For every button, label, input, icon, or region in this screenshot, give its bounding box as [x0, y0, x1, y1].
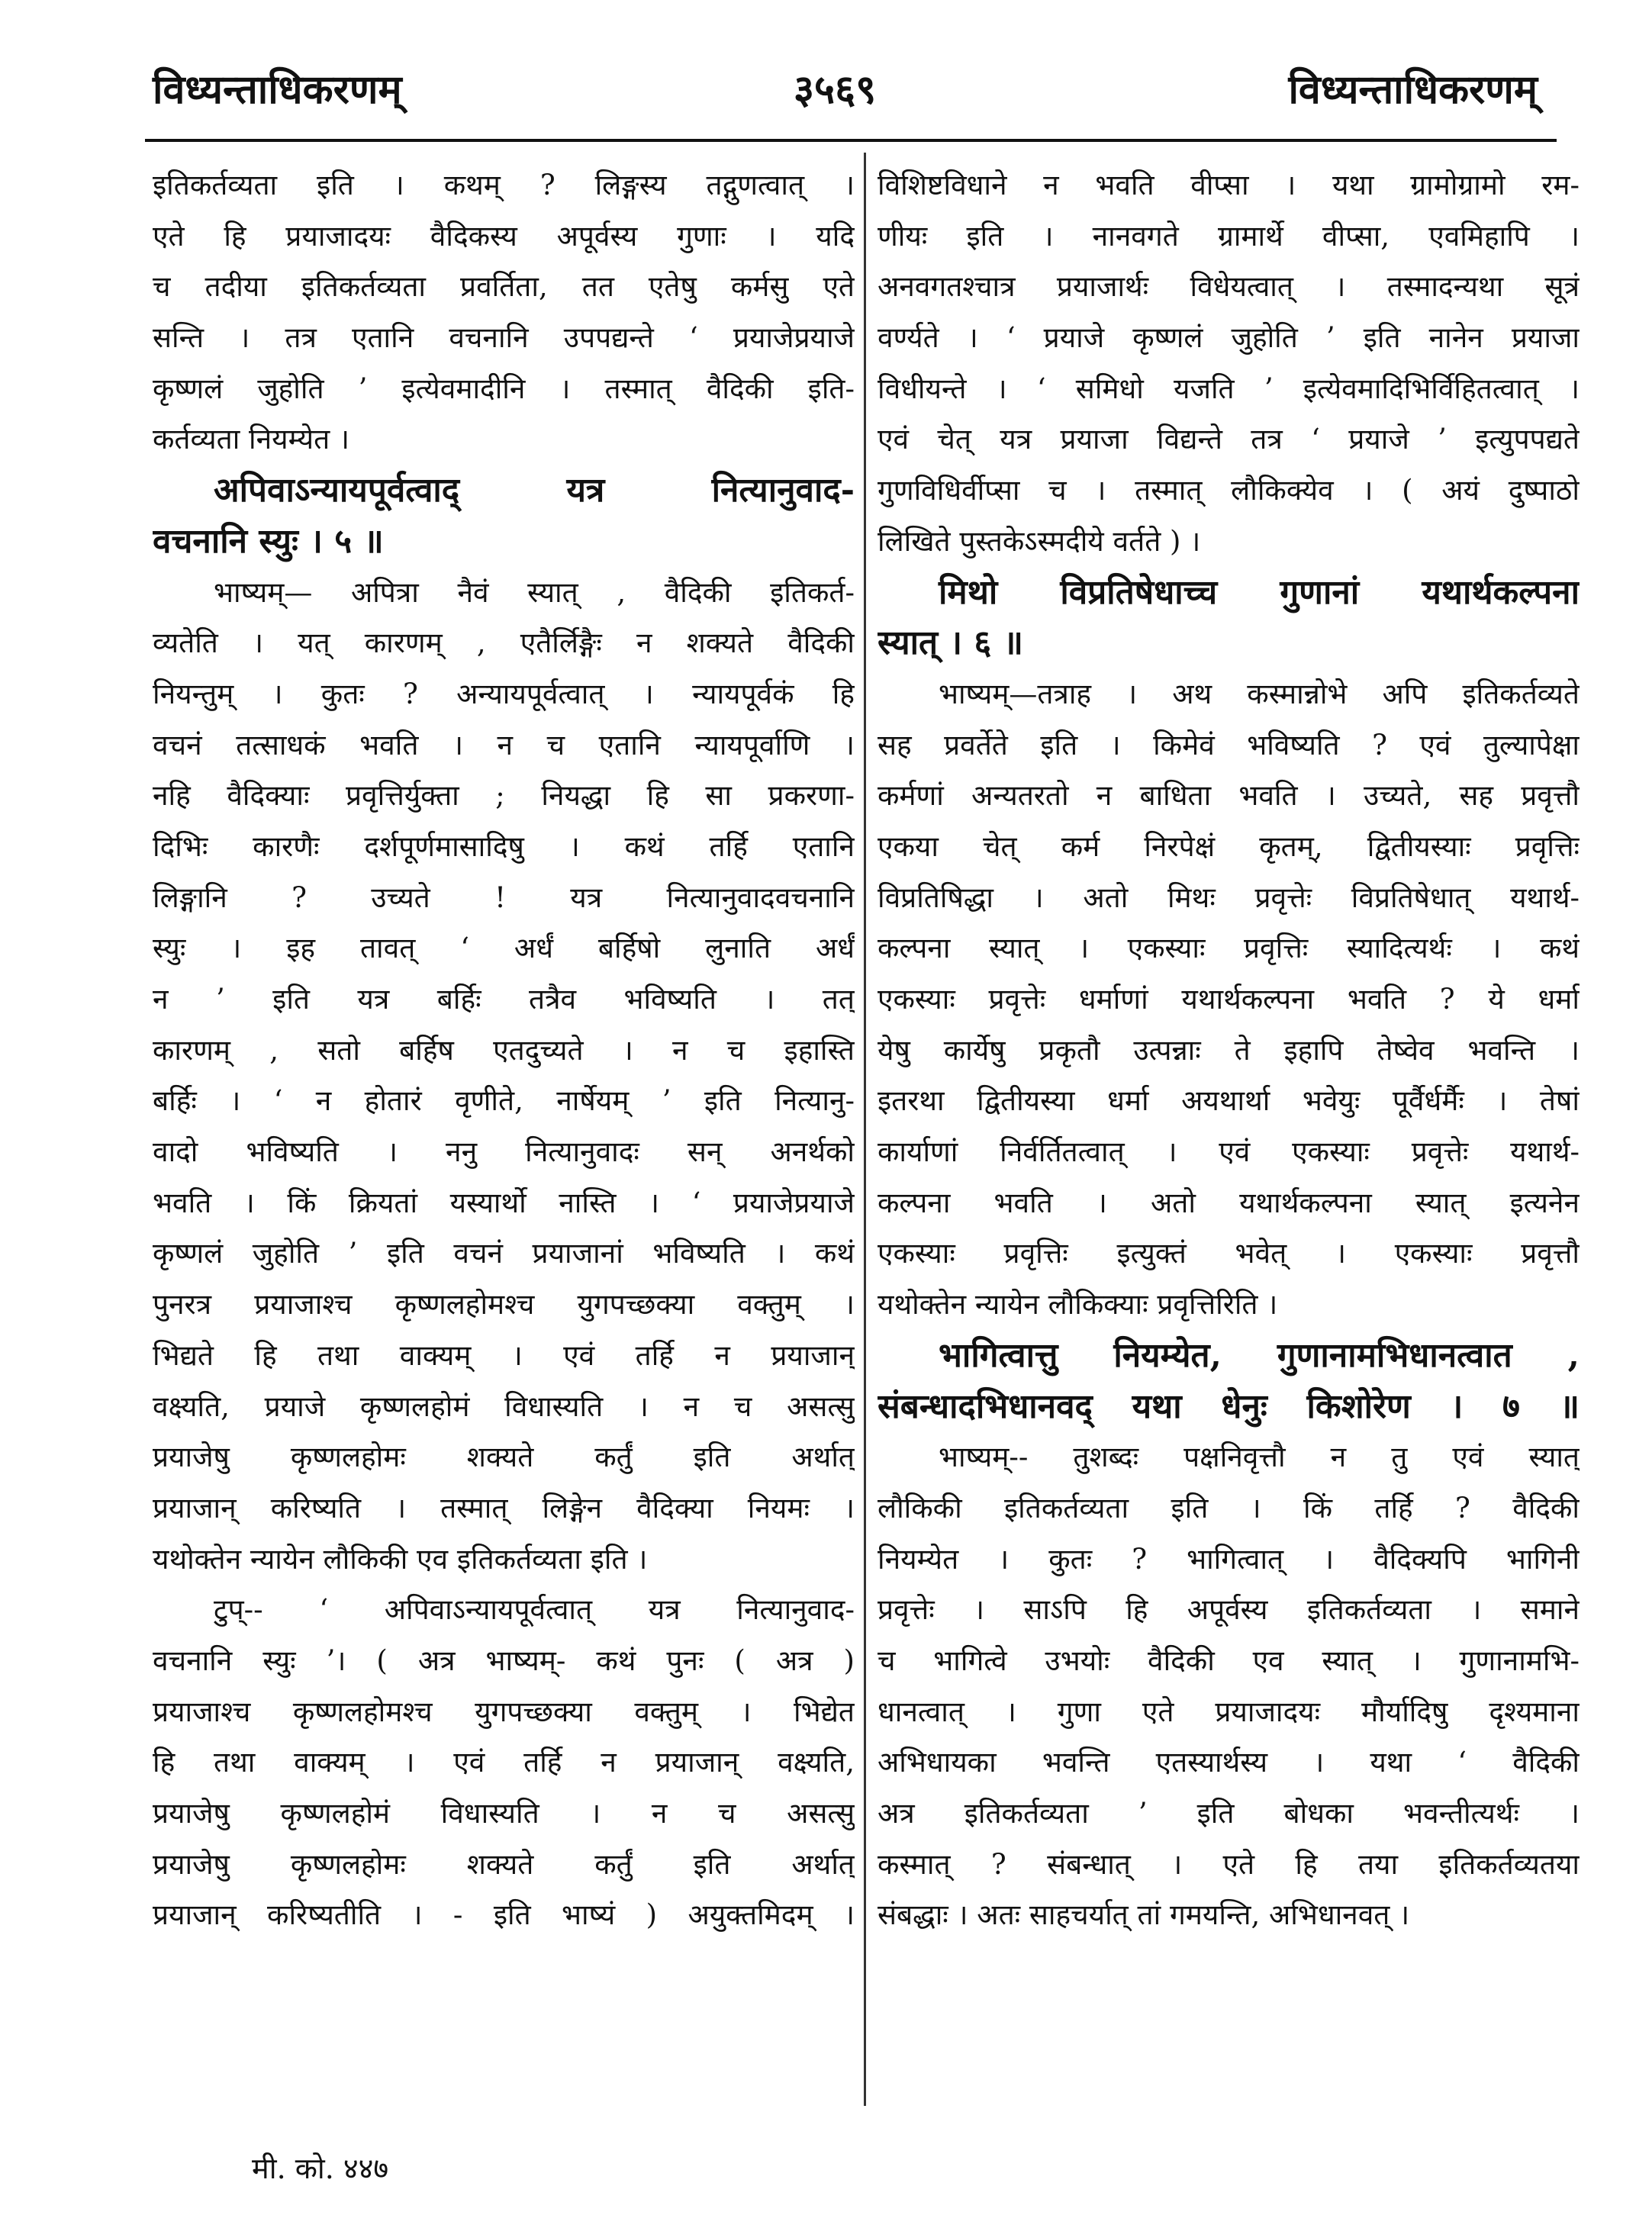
text-line: कस्मात् ? संबन्धात् । एते हि तया इतिकर्तव्यतया: [878, 1847, 1580, 1881]
page-number: ३५६९: [794, 66, 877, 113]
sutra-line: भागित्वात्तु नियम्येत, गुणानामभिधानत्वात ,: [939, 1335, 1580, 1375]
sutra-line: संबन्धादभिधानवद् यथा धेनुः किशोरेण । ७ ॥: [878, 1386, 1580, 1426]
text-line: लौकिकी इतिकर्तव्यता इति । किं तर्हि ? वैदिकी: [878, 1491, 1580, 1524]
text-line: सन्ति । तत्र एतानि वचनानि उपपद्यन्ते ‘ प्रयाजेप्रयाजे: [153, 321, 855, 355]
sutra-line: मिथो विप्रतिषेधाच्च गुणानां यथार्थकल्पना: [939, 572, 1580, 612]
text-line: वचनं तत्साधकं भवति । न च एतानि न्यायपूर्वाणि ।: [153, 728, 855, 761]
text-line: प्रयाजान् करिष्यतीति । - इति भाष्यं ) अयुक्तमिदम् ।: [153, 1898, 855, 1932]
text-line: स्युः । इह तावत् ‘ अर्धं बर्हिषो लुनाति अर्धं: [153, 932, 855, 965]
text-line: वर्ण्यते । ‘ प्रयाजे कृष्णलं जुहोति ’ इति नानेन प्रयाजा: [878, 321, 1580, 355]
text-line: दिभिः कारणैः दर्शपूर्णमासादिषु । कथं तर्हि एतानि: [153, 829, 855, 863]
text-line: प्रयाजेषु कृष्णलहोमः शक्यते कर्तुं इति अर्थात्: [153, 1847, 855, 1881]
running-head-right: विध्यन्ताधिकरणम्: [1288, 66, 1538, 113]
text-line: इतरथा द्वितीयस्या धर्मा अयथार्था भवेयुः पूर्वैर्धर्मैः । तेषां: [878, 1084, 1580, 1118]
text-line: लिखिते पुस्तकेऽस्मदीये वर्तते ) ।: [878, 524, 1201, 558]
sutra-line: वचनानि स्युः । ५ ॥: [153, 521, 384, 561]
text-line: कारणम् , सतो बर्हिष एतदुच्यते । न च इहास्ति: [153, 1033, 855, 1067]
text-line: कृष्णलं जुहोति ’ इति वचनं प्रयाजानां भविष्यति । कथं: [153, 1237, 855, 1270]
text-line: व्यतेति । यत् कारणम् , एतैर्लिङ्गैः न शक्यते वैदिकी: [153, 626, 855, 660]
text-line: कल्पना स्यात् । एकस्याः प्रवृत्तिः स्यादित्यर्थः । कथं: [878, 932, 1580, 965]
text-line: नियम्येत । कुतः ? भागित्वात् । वैदिक्यपि भागिनी: [878, 1542, 1580, 1576]
header-rule: [145, 139, 1557, 142]
text-line: वादो भविष्यति । ननु नित्यानुवादः सन् अनर्थको: [153, 1135, 855, 1169]
text-line: अत्र इतिकर्तव्यता ’ इति बोधका भवन्तीत्यर्थः ।: [878, 1797, 1580, 1830]
text-line: अभिधायका भवन्ति एतस्यार्थस्य । यथा ‘ वैदिकी: [878, 1746, 1580, 1779]
text-line: प्रयाजाश्च कृष्णलहोमश्च युगपच्छक्या वक्तुम् । भिद्येत: [153, 1695, 855, 1728]
text-line: यथोक्तेन न्यायेन लौकिकी एव इतिकर्तव्यता इति ।: [153, 1542, 648, 1576]
text-line: णीयः इति । नानवगते ग्रामार्थे वीप्सा, एवमिहापि ।: [878, 219, 1580, 253]
text-line: वचनानि स्युः ’। ( अत्र भाष्यम्- कथं पुनः ( अत्र ): [153, 1644, 855, 1677]
text-line: इतिकर्तव्यता इति । कथम् ? लिङ्गस्य तद्गुणत्वात् ।: [153, 169, 855, 201]
text-line: संबद्धाः । अतः साहचर्यात् तां गमयन्ति, अभिधानवत् ।: [878, 1898, 1410, 1932]
text-line: प्रयाजेषु कृष्णलहोमः शक्यते कर्तुं इति अर्थात्: [153, 1441, 855, 1474]
text-line: प्रयाजान् करिष्यति । तस्मात् लिङ्गेन वैदिक्या नियमः ।: [153, 1491, 855, 1524]
text-line: पुनरत्र प्रयाजाश्च कृष्णलहोमश्च युगपच्छक्या वक्तुम् ।: [153, 1288, 855, 1322]
bhashya-line: भाष्यम्— अपित्रा नैवं स्यात् , वैदिकी इतिकर्त-: [214, 575, 855, 609]
tuptika-line: टुप्-- ‘ अपिवाऽन्यायपूर्वत्वात् यत्र नित्यानुवाद-: [214, 1593, 855, 1627]
bhashya-line: भाष्यम्—तत्राह । अथ कस्मान्नोभे अपि इतिकर्तव्यते: [939, 677, 1580, 710]
text-line: विप्रतिषिद्धा । अतो मिथः प्रवृत्तेः विप्रतिषेधात् यथार्थ-: [878, 881, 1580, 914]
text-line: विधीयन्ते । ‘ समिधो यजति ’ इत्येवमादिभिर्विहितत्वात् ।: [878, 372, 1580, 405]
text-line: येषु कार्येषु प्रकृतौ उत्पन्नाः ते इहापि तेष्वेव भवन्ति ।: [878, 1033, 1580, 1067]
text-line: यथोक्तेन न्यायेन लौकिक्याः प्रवृत्तिरिति ।: [878, 1288, 1278, 1322]
signature-footer: मी. को. ४४७: [252, 2152, 389, 2185]
text-line: प्रयाजेषु कृष्णलहोमं विधास्यति । न च असत्सु: [153, 1797, 855, 1830]
text-line: नियन्तुम् । कुतः ? अन्यायपूर्वत्वात् । न्यायपूर्वकं हि: [153, 677, 855, 710]
text-line: कर्मणां अन्यतरतो न बाधिता भवति । उच्यते, सह प्रवृत्तौ: [878, 779, 1580, 813]
text-line: एवं चेत् यत्र प्रयाजा विद्यन्ते तत्र ‘ प्रयाजे ’ इत्युपपद्यते: [878, 423, 1580, 456]
text-line: बर्हिः । ‘ न होतारं वृणीते, नार्षेयम् ’ इति नित्यानु-: [153, 1084, 855, 1118]
text-line: सह प्रवर्तेते इति । किमेवं भविष्यति ? एवं तुल्यापेक्षा: [878, 728, 1580, 761]
text-line: कर्तव्यता नियम्येत ।: [153, 423, 349, 456]
text-line: गुणविधिर्वीप्सा च । तस्मात् लौकिक्येव । ( अयं दुष्पाठो: [878, 474, 1580, 507]
bhashya-line: भाष्यम्-- तुशब्दः पक्षनिवृत्तौ न तु एवं स्यात्: [939, 1441, 1580, 1474]
column-divider: [864, 153, 866, 2106]
text-line: एकस्याः प्रवृत्तेः धर्माणां यथार्थकल्पना भवति ? ये धर्मा: [878, 983, 1580, 1016]
text-line: च भागित्वे उभयोः वैदिकी एव स्यात् । गुणानामभि-: [878, 1644, 1580, 1677]
text-line: वक्ष्यति, प्रयाजे कृष्णलहोमं विधास्यति । न च असत्सु: [153, 1389, 855, 1423]
text-line: भिद्यते हि तथा वाक्यम् । एवं तर्हि न प्रयाजान्: [153, 1338, 855, 1372]
text-line: नहि वैदिक्याः प्रवृत्तिर्युक्ता ; नियद्धा हि सा प्रकरणा-: [153, 779, 855, 813]
text-line: कृष्णलं जुहोति ’ इत्येवमादीनि । तस्मात् वैदिकी इति-: [153, 372, 855, 405]
text-line: एते हि प्रयाजादयः वैदिकस्य अपूर्वस्य गुणाः । यदि: [153, 219, 855, 253]
text-line: एकया चेत् कर्म निरपेक्षं कृतम्, द्वितीयस्याः प्रवृत्तिः: [878, 829, 1580, 863]
left-column: [153, 160, 855, 1941]
running-head-left: विध्यन्ताधिकरणम्: [153, 66, 402, 113]
text-line: प्रवृत्तेः । साऽपि हि अपूर्वस्य इतिकर्तव्यता । समाने: [878, 1593, 1580, 1627]
text-line: न ’ इति यत्र बर्हिः तत्रैव भविष्यति । तत्: [153, 983, 855, 1016]
text-line: एकस्याः प्रवृत्तिः इत्युक्तं भवेत् । एकस्याः प्रवृत्तौ: [878, 1237, 1580, 1270]
right-column: [878, 160, 1580, 1941]
text-line: कार्याणां निर्वर्तितत्वात् । एवं एकस्याः प्रवृत्तेः यथार्थ-: [878, 1135, 1580, 1169]
text-line: धानत्वात् । गुणा एते प्रयाजादयः मौर्यादिषु दृश्यमाना: [878, 1695, 1580, 1728]
text-line: कल्पना भवति । अतो यथार्थकल्पना स्यात् इत्यनेन: [878, 1186, 1580, 1219]
text-line: विशिष्टविधाने न भवति वीप्सा । यथा ग्रामोग्रामो रम-: [878, 169, 1580, 201]
text-line: भवति । किं क्रियतां यस्यार्थो नास्ति । ‘ प्रयाजेप्रयाजे: [153, 1186, 855, 1219]
text-line: च तदीया इतिकर्तव्यता प्रवर्तिता, तत एतेषु कर्मसु एते: [153, 270, 855, 304]
text-line: लिङ्गानि ? उच्यते ! यत्र नित्यानुवादवचनानि: [153, 881, 855, 914]
sutra-line: अपिवाऽन्यायपूर्वत्वाद् यत्र नित्यानुवाद-: [214, 471, 855, 510]
text-line: हि तथा वाक्यम् । एवं तर्हि न प्रयाजान् वक्ष्यति,: [153, 1746, 855, 1779]
text-line: अनवगतश्चात्र प्रयाजार्थः विधेयत्वात् । तस्मादन्यथा सूत्रं: [878, 270, 1580, 304]
sutra-line: स्यात् । ६ ॥: [878, 623, 1023, 663]
